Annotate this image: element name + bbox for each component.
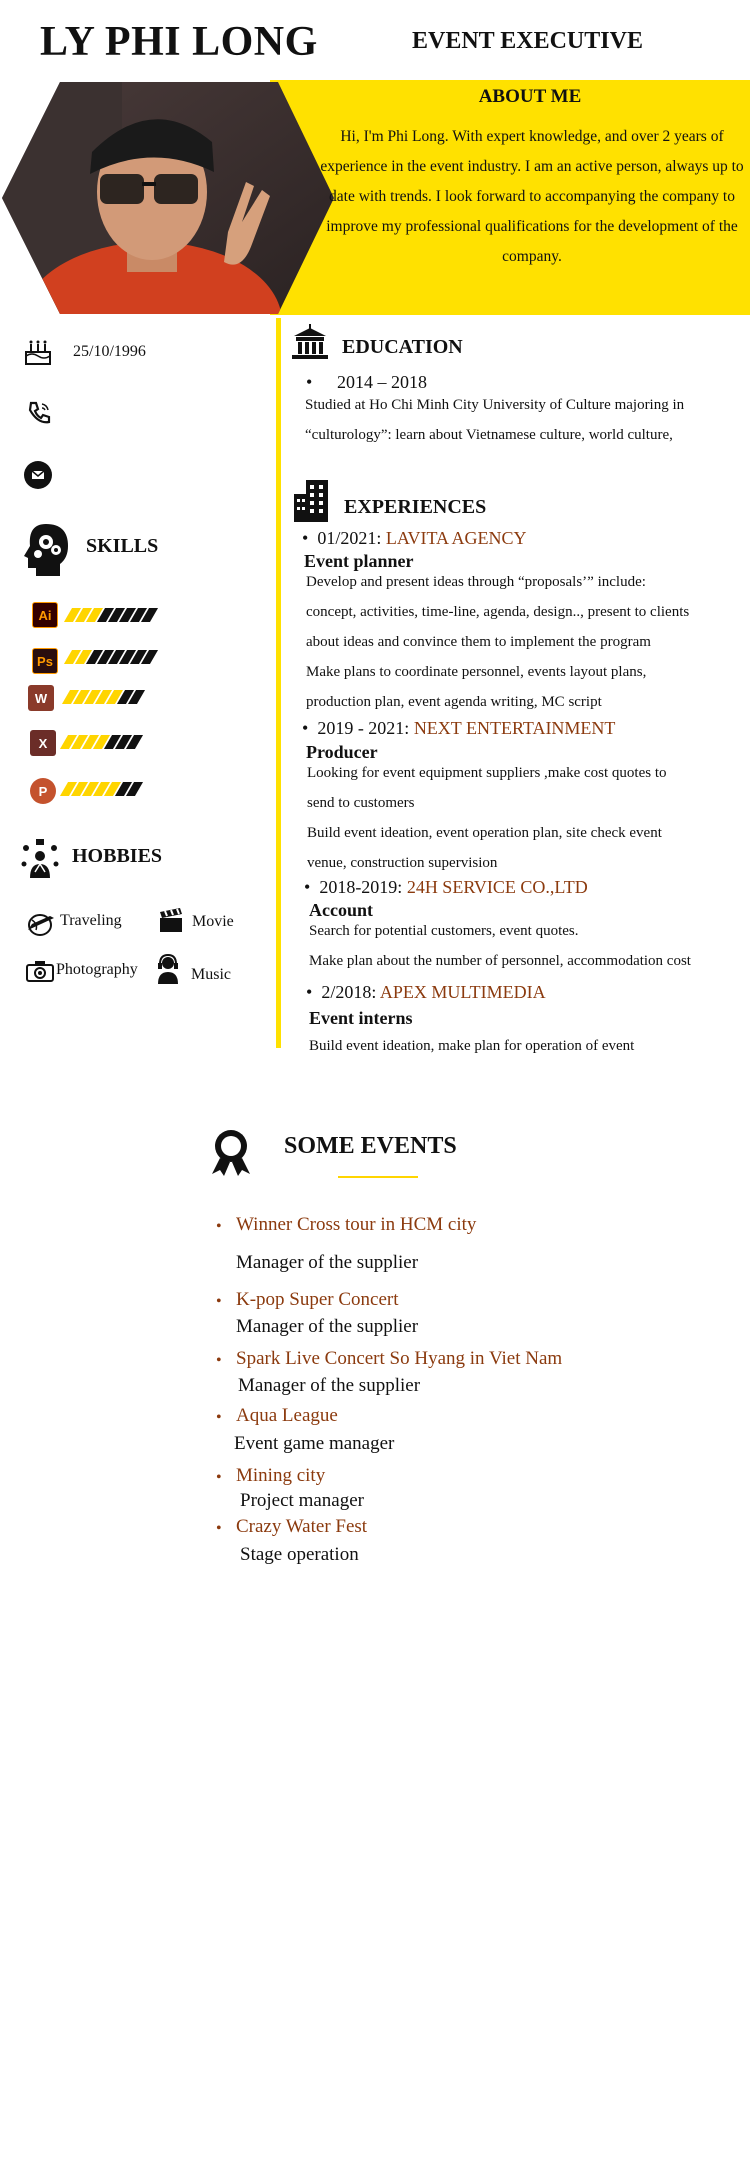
job-3-desc-1: Search for potential customers, event quotes. bbox=[309, 923, 579, 939]
word-icon: W bbox=[28, 685, 54, 711]
excel-icon: X bbox=[30, 730, 56, 756]
airplane-globe-icon bbox=[26, 912, 56, 936]
job-4-desc-1: Build event ideation, make plan for operation of event bbox=[309, 1038, 635, 1054]
education-line-1: Studied at Ho Chi Minh City University of Culture majoring in bbox=[305, 397, 685, 413]
event-bullet: • bbox=[216, 1218, 222, 1235]
birthday-cake-icon bbox=[24, 336, 52, 366]
job-1-desc-2: concept, activities, time-line, agenda, design.., present to clients bbox=[306, 604, 690, 620]
hobby-movie: Movie bbox=[192, 913, 234, 930]
job-2-line: • 2019 - 2021: NEXT ENTERTAINMENT bbox=[302, 718, 616, 738]
events-title-underline bbox=[338, 1176, 418, 1178]
hobby-photography: Photography bbox=[56, 961, 138, 978]
job-4-company: APEX MULTIMEDIA bbox=[379, 982, 546, 1002]
skill-bar-powerpoint bbox=[64, 782, 141, 796]
job-2-position: Producer bbox=[306, 742, 378, 762]
event-1-role: Manager of the supplier bbox=[236, 1252, 419, 1273]
event-4-name: Aqua League bbox=[236, 1405, 338, 1426]
job-1-date: 01/2021: bbox=[317, 528, 386, 548]
job-4-date: 2/2018: bbox=[321, 982, 380, 1002]
job-1-desc-4: Make plans to coordinate personnel, events layout plans, bbox=[306, 664, 647, 680]
event-bullet: • bbox=[216, 1469, 222, 1486]
award-ribbon-icon bbox=[208, 1128, 254, 1176]
headphones-person-icon bbox=[156, 954, 180, 984]
job-1-desc-5: production plan, event agenda writing, MC script bbox=[306, 694, 602, 710]
phone-icon bbox=[26, 400, 52, 426]
hobby-traveling: Traveling bbox=[60, 912, 122, 929]
job-3-desc-2: Make plan about the number of personnel, accommodation cost bbox=[309, 953, 691, 969]
job-1-desc-1: Develop and present ideas through “proposals’” include: bbox=[306, 574, 646, 590]
job-1-line: • 01/2021: LAVITA AGENCY bbox=[302, 528, 527, 548]
powerpoint-icon: P bbox=[30, 778, 56, 804]
job-4-position: Event interns bbox=[309, 1008, 413, 1028]
camera-icon bbox=[26, 960, 54, 982]
education-title: EDUCATION bbox=[342, 336, 463, 358]
job-4-line: • 2/2018: APEX MULTIMEDIA bbox=[306, 982, 546, 1002]
event-1-name: Winner Cross tour in HCM city bbox=[236, 1214, 477, 1235]
skill-bar-word bbox=[66, 690, 143, 704]
event-bullet: • bbox=[216, 1520, 222, 1537]
job-1-position: Event planner bbox=[304, 551, 414, 571]
job-2-desc-4: venue, construction supervision bbox=[307, 855, 498, 871]
brain-head-icon bbox=[22, 522, 70, 578]
job-2-desc-3: Build event ideation, event operation plan, site check event bbox=[307, 825, 662, 841]
job-2-desc-2: send to customers bbox=[307, 795, 415, 811]
illustrator-icon: Ai bbox=[32, 602, 58, 628]
hobby-music: Music bbox=[191, 966, 231, 983]
job-3-position: Account bbox=[309, 900, 373, 920]
event-bullet: • bbox=[216, 1352, 222, 1369]
job-1-company: LAVITA AGENCY bbox=[385, 528, 527, 548]
event-3-role: Manager of the supplier bbox=[238, 1375, 421, 1396]
job-3-line: • 2018-2019: 24H SERVICE CO.,LTD bbox=[304, 877, 588, 897]
photoshop-icon: Ps bbox=[32, 648, 58, 674]
job-2-desc-1: Looking for event equipment suppliers ,make cost quotes to bbox=[307, 765, 667, 781]
event-5-role: Project manager bbox=[240, 1490, 364, 1511]
event-2-name: K-pop Super Concert bbox=[236, 1289, 399, 1310]
resume-name: LY PHI LONG bbox=[40, 19, 318, 65]
event-bullet: • bbox=[216, 1293, 222, 1310]
skill-bar-photoshop bbox=[68, 650, 156, 664]
hobbies-title: HOBBIES bbox=[72, 845, 163, 867]
event-5-name: Mining city bbox=[236, 1465, 326, 1486]
job-1-desc-3: about ideas and convince them to implement the program bbox=[306, 634, 651, 650]
event-6-name: Crazy Water Fest bbox=[236, 1516, 368, 1537]
job-2-company: NEXT ENTERTAINMENT bbox=[413, 718, 616, 738]
events-title: SOME EVENTS bbox=[284, 1133, 457, 1159]
clapperboard-icon bbox=[158, 908, 184, 934]
event-4-role: Event game manager bbox=[234, 1433, 395, 1454]
event-2-role: Manager of the supplier bbox=[236, 1316, 419, 1337]
education-line-2: “culturology”: learn about Vietnamese culture, world culture, bbox=[305, 427, 673, 443]
school-building-icon bbox=[290, 324, 330, 360]
event-bullet: • bbox=[216, 1409, 222, 1426]
event-6-role: Stage operation bbox=[240, 1544, 359, 1565]
job-2-date: 2019 - 2021: bbox=[317, 718, 414, 738]
education-bullet: • bbox=[306, 372, 313, 392]
office-building-icon bbox=[292, 480, 330, 522]
resume-role: EVENT EXECUTIVE bbox=[412, 28, 643, 54]
education-period: 2014 – 2018 bbox=[337, 372, 427, 392]
hobbies-person-icon bbox=[20, 838, 60, 880]
job-3-date: 2018-2019: bbox=[319, 877, 407, 897]
event-3-name: Spark Live Concert So Hyang in Viet Nam bbox=[236, 1348, 563, 1369]
skill-bar-excel bbox=[64, 735, 141, 749]
skill-bar-illustrator bbox=[68, 608, 156, 622]
job-3-company: 24H SERVICE CO.,LTD bbox=[406, 877, 588, 897]
birthday-text: 25/10/1996 bbox=[73, 343, 146, 360]
column-divider bbox=[276, 318, 281, 1048]
about-title: ABOUT ME bbox=[478, 86, 582, 107]
skills-title: SKILLS bbox=[86, 535, 159, 557]
about-text: Hi, I'm Phi Long. With expert knowledge, and over 2 years of experience in the event industry. I am an active person, always up to date with trends. I look forward to accompanying the company to improve my professional qualifications for the development of the company. bbox=[320, 128, 744, 265]
experiences-title: EXPERIENCES bbox=[344, 496, 487, 518]
email-icon bbox=[24, 461, 52, 489]
profile-photo bbox=[2, 82, 334, 314]
